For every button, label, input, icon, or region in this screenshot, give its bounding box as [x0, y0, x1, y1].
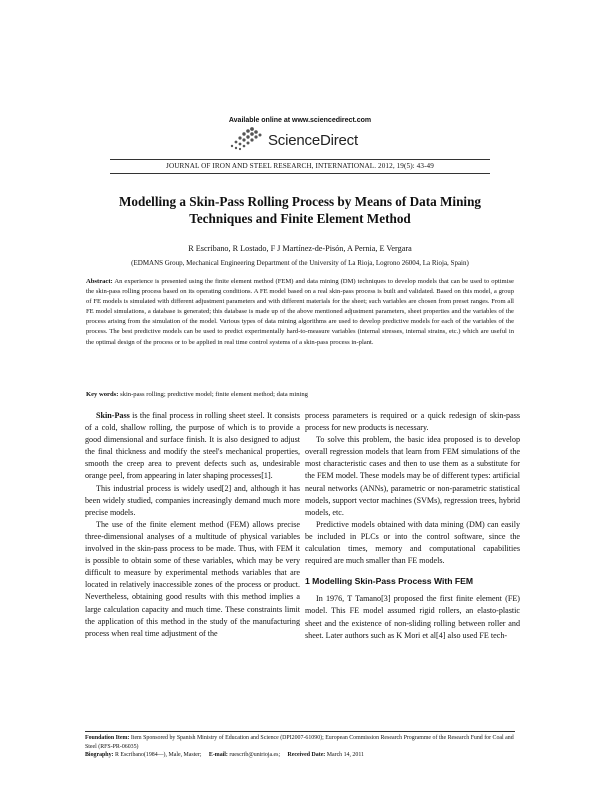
paragraph: Predictive models obtained with data mining (DM) can easily be included in PLCs or into the control software, since the calculation times, memory and computational capabilities required are much smaller than FE models. [305, 519, 520, 566]
foundation-label: Foundation Item: [85, 735, 130, 741]
article-title: Modelling a Skin-Pass Rolling Process by Means of Data Mining Techniques and Finite Element Method [118, 194, 482, 226]
received-label: Received Date: [287, 752, 326, 758]
paragraph: process parameters is required or a quick redesign of skin-pass process for new products is necessary. [305, 411, 520, 433]
paragraph-text: is the final process in rolling sheet steel. It consists of a cold, shallow rolling, the purpose of which is to provide a good dimensional and surface finish. It is also designed to adjust the final thickness and modify the steel's mechanical properties, smooth the creep area to prevent defects such as, undesirable orange peel, from appearing in later shaping processes[1]. [85, 411, 300, 481]
email-text: ruescrib@unirioja.es; [229, 752, 281, 758]
paragraph [85, 410, 300, 483]
footnote-rule [85, 731, 515, 732]
available-online-notice: Available online at www.sciencedirect.com [228, 117, 372, 124]
keywords [86, 390, 514, 400]
foundation-text: Item Sponsored by Spanish Ministry of Education and Science (DPI2007-61090); European Commission Research Programme of the Research Fund for Coal and Steel (RFS-PR-06035) [85, 735, 514, 750]
paragraph: In 1976, T Tamano[3] proposed the first finite element (FE) model. This FE model assumed rigid rollers, an elasto-plastic sheet and the existence of non-sliding rolling between roller and sheet. Later authors such as K Mori et al[4] also used FE tech- [305, 594, 520, 640]
body-column-left [85, 410, 300, 640]
email-label: E-mail: [208, 752, 228, 758]
abstract-label: Abstract: [86, 278, 113, 285]
author-list: R Escribano, R Lostado, F J Martínez-de-Pisón, A Pernia, E Vergara [188, 244, 412, 253]
paragraph: To solve this problem, the basic idea proposed is to develop overall regression models that learn from FEM simulations of the most characteristic cases and then to use them as a substitute for the FEM model. These models may be of different types: artificial neural networks (ANNs), parametric or non-parametric statistical models, support vector machines (SVMs), regression trees, hybrid models, etc. [305, 435, 520, 517]
author-affiliation: (EDMANS Group, Mechanical Engineering Department of the University of La Rioja, Logrono 26004, La Rioja, Spain) [131, 259, 469, 267]
sciencedirect-logo-text: ScienceDirect [268, 132, 358, 149]
abstract-text: An experience is presented using the finite element method (FEM) and data mining (DM) techniques to develop models that can be used to optimise the skin-pass rolling process based on its operating conditions. A FE model based on a real skin-pass process is built and validated. Based on this model, a group of FE models is simulated with different adjustment parameters and with different materials for the sheet; such variables are chosen from preset ranges. From all FE model simulations, a database is generated; this database is made up of the above mentioned adjustment parameters, sheet properties and the variables of the process arising from the simulation of the model. Various types of data mining algorithms are used to develop predictive models for each of the variables of the process. The best predictive models can be used to predict experimentally hard-to-measure variables (internal stresses, internal strains, etc.) which are useful in the optimal design of the process or to be applied in real time control systems of a skin-pass process in-plant. [86, 278, 514, 346]
abstract [86, 277, 514, 348]
journal-citation: JOURNAL OF IRON AND STEEL RESEARCH, INTERNATIONAL. 2012, 19(5): 43-49 [166, 162, 434, 170]
received-text: March 14, 2011 [326, 752, 364, 758]
sciencedirect-logo-icon [228, 126, 264, 152]
section-heading: 1 Modelling Skin-Pass Process With FEM [305, 576, 474, 587]
paragraph-lead: Skin-Pass [96, 411, 130, 420]
keywords-label: Key words: [86, 391, 119, 398]
body-column-right [305, 410, 520, 642]
biography-text: R Escribano(1984—), Male, Master; [114, 752, 202, 758]
keywords-text: skin-pass rolling; predictive model; finite element method; data mining [120, 391, 308, 398]
journal-rule-top [110, 159, 490, 160]
sciencedirect-logo [228, 126, 388, 154]
paragraph: The use of the finite element method (FEM) allows precise three-dimensional analyses of a multitude of physical variables involved in the skin-pass process to be made. Thus, with FEM it is possible to obtain some of these variables, which may be very difficult to measure by experimental methods variables that are located in relatively inaccessible zones of the process or product. Nevertheless, obtaining good results with this method implies a large calculation capacity and much time. These constraints limit the application of this method in the study of the manufacturing process when real time adjustment of the [85, 519, 300, 638]
journal-rule-bottom [110, 173, 490, 174]
foundation-note [85, 734, 517, 751]
footnotes [85, 734, 517, 760]
biography-note [85, 751, 517, 760]
paragraph: This industrial process is widely used[2] and, although it has been widely studied, companies increasingly demand much more precise models. [85, 483, 300, 517]
biography-label: Biography: [85, 752, 114, 758]
